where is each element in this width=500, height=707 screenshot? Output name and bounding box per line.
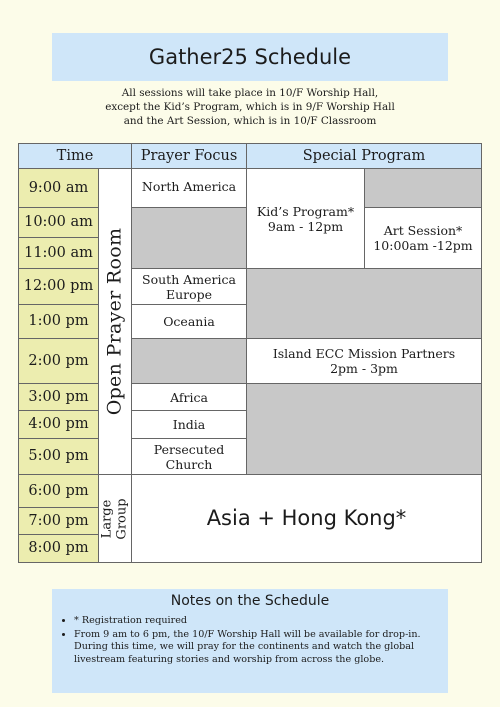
special-empty-cell [246, 268, 482, 339]
art-session-cell [364, 207, 482, 269]
kids-program-title: Kid’s Program* [256, 203, 355, 219]
open-prayer-room-label: Open Prayer Room [103, 227, 126, 416]
time-slot: 11:00 am [18, 237, 99, 269]
header-time: Time [18, 143, 132, 169]
page-title: Gather25 Schedule [148, 45, 352, 69]
notes-list [62, 615, 438, 666]
intro-line: All sessions will take place in 10/F Worship Hall, [121, 87, 379, 99]
prayer-empty-cell [131, 338, 247, 384]
time-slot: 7:00 pm [18, 507, 99, 535]
prayer-north-america: North America [131, 168, 247, 208]
schedule-table [18, 143, 482, 563]
island-ecc-cell [246, 338, 482, 384]
schedule-title-box [52, 33, 448, 81]
prayer-oceania: Oceania [131, 304, 247, 339]
island-ecc-title: Island ECC Mission Partners [272, 346, 456, 361]
art-session-time: 10:00am -12pm [373, 238, 473, 253]
intro-line: and the Art Session, which is in 10/F Classroom [123, 115, 377, 127]
time-slot: 12:00 pm [18, 268, 99, 305]
large-group-cell [98, 474, 132, 563]
list-item: • * Registration required [74, 615, 438, 628]
time-slot: 3:00 pm [18, 383, 99, 411]
prayer-europe: Europe [165, 286, 213, 302]
list-item: • From 9 am to 6 pm, the 10/F Worship Hall will be available for drop-in. During this time, we will pray for the continents and watch the global livestream featuring stories and worship from across the globe. [74, 629, 438, 667]
header-special-program: Special Program [246, 143, 482, 169]
open-prayer-room-cell [98, 168, 132, 475]
time-slot: 1:00 pm [18, 304, 99, 339]
notes-title: Notes on the Schedule [170, 593, 330, 609]
kids-program-time: 9am - 12pm [267, 218, 344, 234]
kids-program-cell [246, 168, 365, 269]
large-group-line: Group [115, 497, 130, 540]
prayer-persecuted-line: Persecuted [153, 441, 225, 457]
prayer-south-america-europe [131, 268, 247, 305]
notes-box [52, 589, 448, 693]
prayer-persecuted-church [131, 438, 247, 475]
large-group-label [100, 498, 130, 539]
large-group-line: Large [100, 499, 115, 538]
asia-hong-kong-cell: Asia + Hong Kong* [131, 474, 482, 563]
intro-text [40, 86, 460, 128]
time-slot: 10:00 am [18, 207, 99, 238]
time-slot: 9:00 am [18, 168, 99, 208]
prayer-africa: Africa [131, 383, 247, 411]
special-empty-cell [246, 383, 482, 475]
time-slot: 8:00 pm [18, 534, 99, 563]
special-empty-cell [364, 168, 482, 208]
time-slot: 6:00 pm [18, 474, 99, 508]
prayer-india: India [131, 410, 247, 439]
art-session-title: Art Session* [383, 223, 463, 238]
intro-line: except the Kid’s Program, which is in 9/F Worship Hall [105, 101, 395, 113]
time-slot: 2:00 pm [18, 338, 99, 384]
prayer-empty-cell [131, 207, 247, 269]
prayer-persecuted-line: Church [165, 456, 213, 472]
header-prayer-focus: Prayer Focus [131, 143, 247, 169]
time-slot: 4:00 pm [18, 410, 99, 439]
island-ecc-time: 2pm - 3pm [330, 361, 398, 376]
prayer-south-america: South America [142, 271, 236, 287]
time-slot: 5:00 pm [18, 438, 99, 475]
